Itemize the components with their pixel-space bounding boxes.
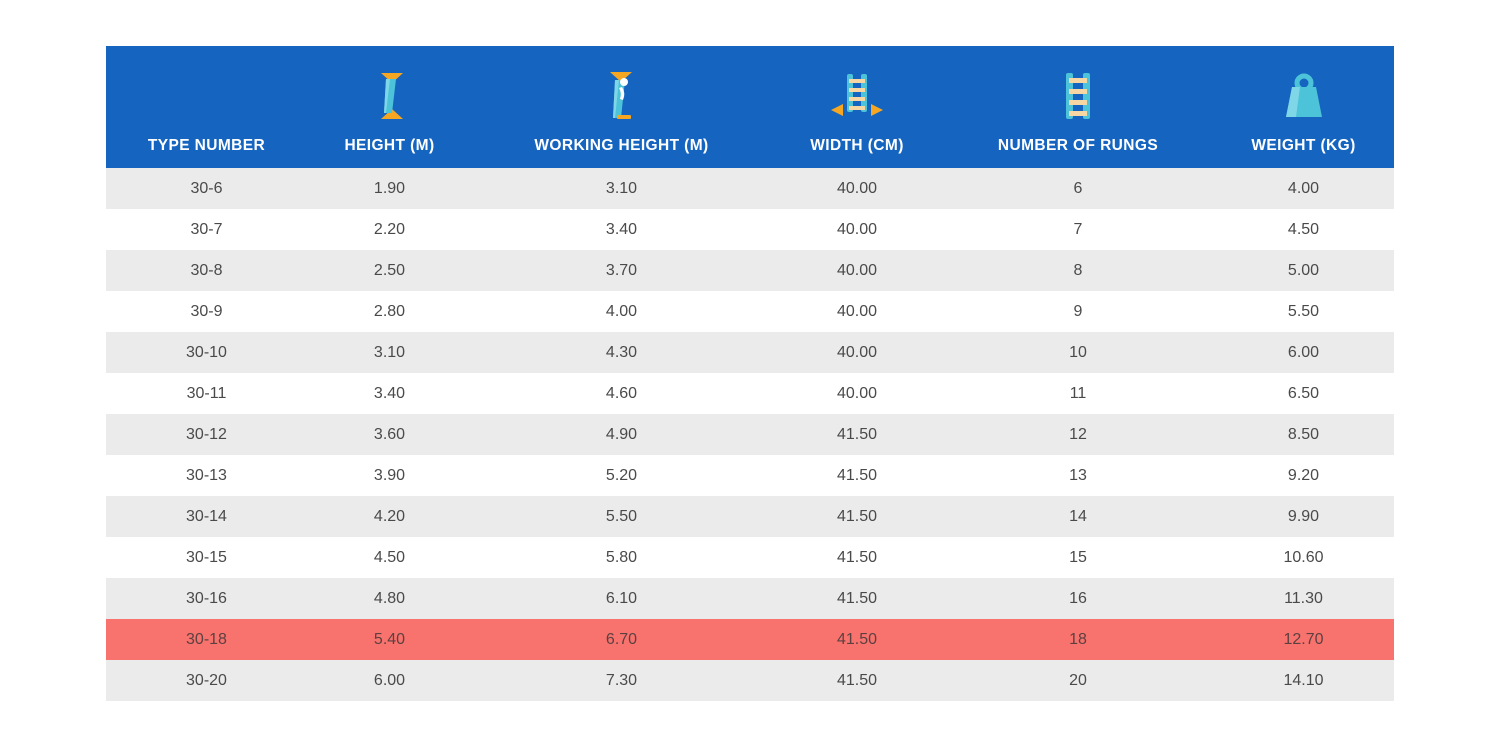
cell-weight: 5.50: [1213, 291, 1394, 332]
table-row: [106, 250, 1394, 291]
cell-height: 4.80: [307, 578, 472, 619]
cell-width: 40.00: [771, 250, 943, 291]
cell-height: 4.20: [307, 496, 472, 537]
cell-type-number: 30-6: [106, 168, 307, 209]
table-header: [106, 46, 1394, 168]
cell-height: 3.60: [307, 414, 472, 455]
cell-rungs: 8: [943, 250, 1213, 291]
cell-working-height: 5.80: [472, 537, 771, 578]
column-header-label: NUMBER OF RUNGS: [997, 136, 1159, 154]
cell-width: 40.00: [771, 373, 943, 414]
column-header-label: WORKING HEIGHT (M): [534, 136, 709, 154]
cell-working-height: 4.60: [472, 373, 771, 414]
cell-width: 40.00: [771, 209, 943, 250]
table-row: [106, 414, 1394, 455]
cell-working-height: 6.10: [472, 578, 771, 619]
weight-icon: [1213, 46, 1394, 137]
cell-rungs: 18: [943, 619, 1213, 660]
cell-rungs: 15: [943, 537, 1213, 578]
cell-working-height: 3.10: [472, 168, 771, 209]
cell-type-number: 30-7: [106, 209, 307, 250]
table-row: [106, 209, 1394, 250]
cell-weight: 4.50: [1213, 209, 1394, 250]
cell-weight: 12.70: [1213, 619, 1394, 660]
working-height-person-icon: [472, 46, 771, 137]
cell-weight: 8.50: [1213, 414, 1394, 455]
cell-working-height: 6.70: [472, 619, 771, 660]
cell-rungs: 20: [943, 660, 1213, 701]
table-body: [106, 168, 1394, 701]
table-row: [106, 332, 1394, 373]
column-header-label: WEIGHT (KG): [1251, 136, 1356, 154]
column-header-type-number: [106, 46, 307, 168]
cell-type-number: 30-11: [106, 373, 307, 414]
column-header-number-of-rungs: [943, 46, 1213, 168]
cell-weight: 9.20: [1213, 455, 1394, 496]
cell-working-height: 5.20: [472, 455, 771, 496]
cell-type-number: 30-15: [106, 537, 307, 578]
cell-height: 5.40: [307, 619, 472, 660]
cell-weight: 4.00: [1213, 168, 1394, 209]
cell-type-number: 30-16: [106, 578, 307, 619]
cell-height: 2.80: [307, 291, 472, 332]
ladder-spec-table: [106, 46, 1394, 701]
cell-rungs: 6: [943, 168, 1213, 209]
table-row-highlighted: [106, 619, 1394, 660]
cell-height: 1.90: [307, 168, 472, 209]
cell-type-number: 30-18: [106, 619, 307, 660]
cell-rungs: 16: [943, 578, 1213, 619]
cell-height: 2.20: [307, 209, 472, 250]
cell-rungs: 11: [943, 373, 1213, 414]
table-row: [106, 496, 1394, 537]
cell-rungs: 14: [943, 496, 1213, 537]
column-header-label: WIDTH (CM): [810, 136, 904, 154]
cell-working-height: 4.30: [472, 332, 771, 373]
cell-height: 4.50: [307, 537, 472, 578]
cell-type-number: 30-12: [106, 414, 307, 455]
cell-height: 6.00: [307, 660, 472, 701]
cell-rungs: 10: [943, 332, 1213, 373]
cell-width: 41.50: [771, 414, 943, 455]
cell-width: 41.50: [771, 537, 943, 578]
cell-height: 3.10: [307, 332, 472, 373]
cell-weight: 6.00: [1213, 332, 1394, 373]
cell-working-height: 3.40: [472, 209, 771, 250]
column-header-working-height: [472, 46, 771, 168]
cell-working-height: 4.90: [472, 414, 771, 455]
cell-working-height: 3.70: [472, 250, 771, 291]
cell-working-height: 7.30: [472, 660, 771, 701]
cell-height: 2.50: [307, 250, 472, 291]
column-header-width: [771, 46, 943, 168]
ladder-rungs-icon: [943, 46, 1213, 137]
cell-working-height: 4.00: [472, 291, 771, 332]
cell-width: 41.50: [771, 660, 943, 701]
cell-type-number: 30-13: [106, 455, 307, 496]
cell-rungs: 7: [943, 209, 1213, 250]
column-header-height: [307, 46, 472, 168]
column-header-label: TYPE NUMBER: [147, 136, 266, 154]
table-row: [106, 578, 1394, 619]
cell-weight: 10.60: [1213, 537, 1394, 578]
column-header-label: HEIGHT (M): [344, 136, 435, 154]
cell-width: 41.50: [771, 619, 943, 660]
ladder-width-icon: [771, 46, 943, 137]
cell-width: 40.00: [771, 291, 943, 332]
table-row: [106, 660, 1394, 701]
cell-type-number: 30-10: [106, 332, 307, 373]
table-row: [106, 455, 1394, 496]
cell-weight: 6.50: [1213, 373, 1394, 414]
cell-height: 3.90: [307, 455, 472, 496]
table-row: [106, 537, 1394, 578]
cell-weight: 11.30: [1213, 578, 1394, 619]
cell-weight: 5.00: [1213, 250, 1394, 291]
table-row: [106, 291, 1394, 332]
header-row: [106, 46, 1394, 168]
cell-type-number: 30-14: [106, 496, 307, 537]
table-row: [106, 168, 1394, 209]
cell-rungs: 12: [943, 414, 1213, 455]
cell-type-number: 30-20: [106, 660, 307, 701]
cell-width: 40.00: [771, 168, 943, 209]
cell-width: 41.50: [771, 578, 943, 619]
column-header-weight: [1213, 46, 1394, 168]
cell-rungs: 13: [943, 455, 1213, 496]
table-container: [106, 46, 1394, 701]
cell-height: 3.40: [307, 373, 472, 414]
cell-type-number: 30-9: [106, 291, 307, 332]
cell-rungs: 9: [943, 291, 1213, 332]
cell-working-height: 5.50: [472, 496, 771, 537]
cell-width: 41.50: [771, 455, 943, 496]
cell-weight: 14.10: [1213, 660, 1394, 701]
cell-width: 41.50: [771, 496, 943, 537]
no-icon-placeholder: [106, 46, 307, 137]
cell-weight: 9.90: [1213, 496, 1394, 537]
cell-width: 40.00: [771, 332, 943, 373]
table-row: [106, 373, 1394, 414]
cell-type-number: 30-8: [106, 250, 307, 291]
ladder-height-icon: [307, 46, 472, 137]
